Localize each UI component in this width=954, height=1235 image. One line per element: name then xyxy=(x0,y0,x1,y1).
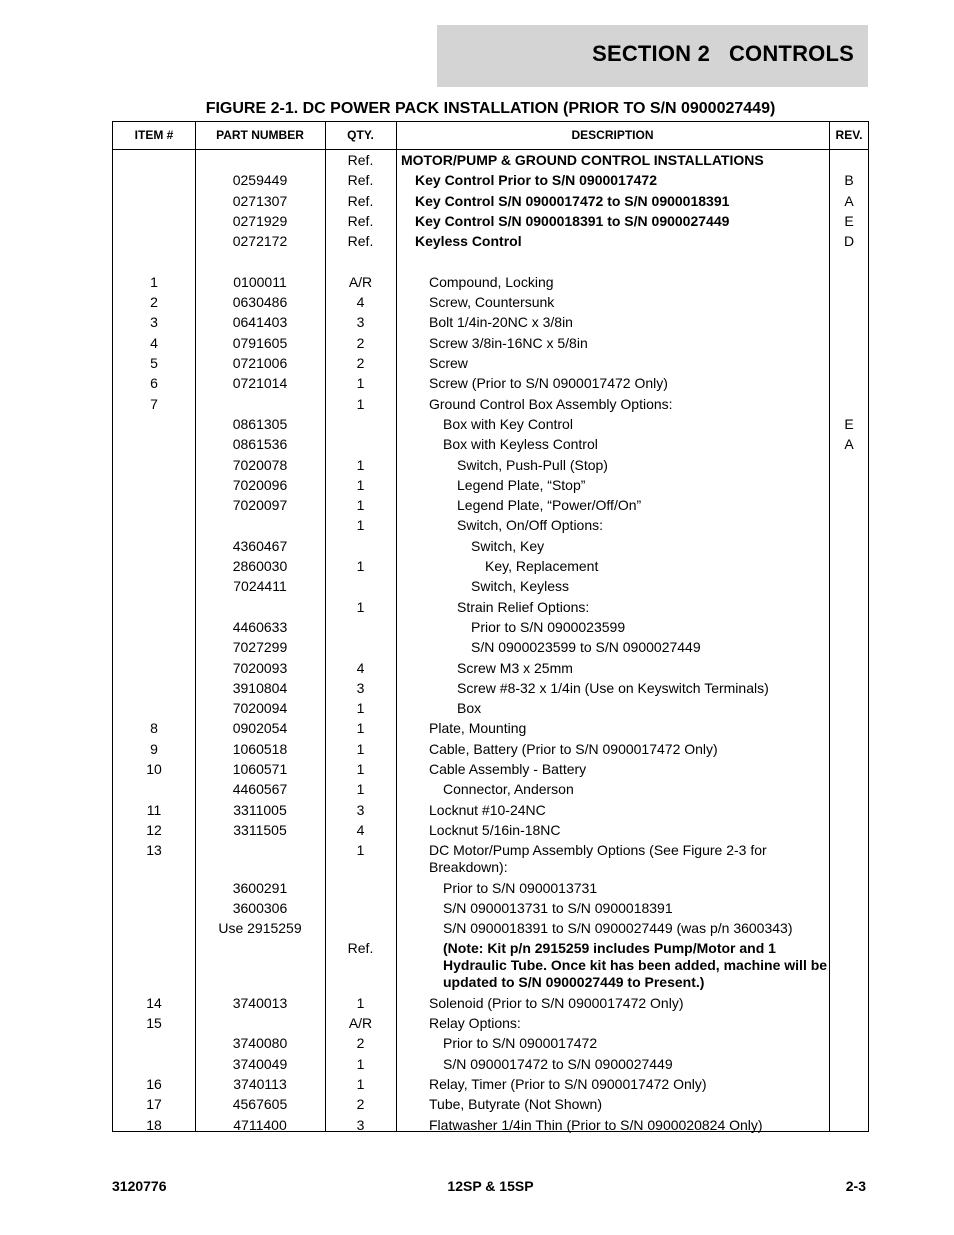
cell-desc: Prior to S/N 0900023599 xyxy=(471,618,626,635)
cell-qty: 2 xyxy=(356,1035,365,1052)
cell-part: 3600291 xyxy=(232,879,288,896)
cell-rev: E xyxy=(844,212,854,229)
column-header-description: DESCRIPTION xyxy=(571,128,654,142)
cell-desc: Key, Replacement xyxy=(485,558,599,574)
cell-part: 4360467 xyxy=(232,537,288,554)
cell-qty: 1 xyxy=(356,598,365,615)
cell-desc: Key Control S/N 0900018391 to S/N 0900027449 xyxy=(415,212,730,229)
cell-item: 8 xyxy=(150,720,158,737)
cell-qty: 3 xyxy=(356,801,365,818)
cell-qty: Ref. xyxy=(347,233,374,250)
cell-part: 0902054 xyxy=(232,720,288,737)
cell-qty: 3 xyxy=(356,1116,365,1133)
cell-item: 6 xyxy=(150,375,158,392)
cell-rev: E xyxy=(844,415,854,432)
cell-item: 11 xyxy=(146,801,162,818)
cell-qty: Ref. xyxy=(347,212,374,229)
cell-qty: 4 xyxy=(356,821,365,838)
column-header-item: ITEM # xyxy=(134,128,174,142)
cell-desc: S/N 0900023599 to S/N 0900027449 xyxy=(471,639,701,656)
cell-desc: Legend Plate, “Power/Off/On” xyxy=(457,497,642,514)
cell-qty: 1 xyxy=(356,395,365,412)
cell-item: 1 xyxy=(150,273,158,290)
cell-desc: S/N 0900018391 to S/N 0900027449 (was p/n 3600343) xyxy=(443,920,793,937)
cell-qty: Ref. xyxy=(347,172,374,189)
cell-qty: 3 xyxy=(356,679,365,696)
cell-desc: Cable Assembly - Battery xyxy=(429,761,587,777)
cell-item: 10 xyxy=(146,761,162,777)
cell-qty: 1 xyxy=(356,497,365,514)
cell-desc: (Note: Kit p/n 2915259 includes Pump/Motor and 1 Hydraulic Tube. Once kit has been added, machine will be updated to S/N 0900027449 to Present.) xyxy=(443,940,828,991)
cell-part: 3311005 xyxy=(233,801,287,818)
cell-item: 13 xyxy=(146,842,162,859)
cell-desc: Compound, Locking xyxy=(429,273,554,290)
cell-part: 7020097 xyxy=(232,497,288,514)
cell-item: 18 xyxy=(146,1116,162,1133)
cell-desc: Key Control S/N 0900017472 to S/N 0900018391 xyxy=(415,192,730,209)
cell-part: 0641403 xyxy=(232,314,288,331)
cell-rev: D xyxy=(843,233,855,250)
cell-part: 7020078 xyxy=(232,456,288,473)
cell-item: 16 xyxy=(146,1075,162,1092)
cell-desc: Screw xyxy=(429,355,468,371)
cell-desc: Relay, Timer (Prior to S/N 0900017472 Only) xyxy=(429,1075,707,1092)
cell-part: 0271307 xyxy=(232,192,288,209)
cell-desc: Ground Control Box Assembly Options: xyxy=(429,395,673,412)
cell-part: Use 2915259 xyxy=(218,920,302,937)
cell-qty: 1 xyxy=(356,456,365,473)
cell-part: 1060571 xyxy=(232,761,288,777)
cell-desc: Flatwasher 1/4in Thin (Prior to S/N 0900020824 Only) xyxy=(429,1116,763,1133)
cell-part: 0100011 xyxy=(233,273,287,290)
cell-part: 7020094 xyxy=(232,700,288,717)
cell-part: 0271929 xyxy=(232,212,288,229)
cell-part: 4460633 xyxy=(232,618,288,635)
cell-qty: 1 xyxy=(356,1055,365,1072)
cell-desc: Prior to S/N 0900013731 xyxy=(443,879,598,896)
cell-desc: Switch, Push-Pull (Stop) xyxy=(457,456,608,473)
cell-desc: Box with Keyless Control xyxy=(443,436,598,453)
cell-desc: S/N 0900013731 to S/N 0900018391 xyxy=(443,899,673,916)
cell-item: 14 xyxy=(146,994,162,1011)
cell-desc: Box xyxy=(457,700,482,717)
cell-qty: 1 xyxy=(356,781,365,798)
cell-part: 3910804 xyxy=(232,679,288,696)
cell-qty: A/R xyxy=(348,1015,373,1031)
cell-part: 3600306 xyxy=(232,899,288,916)
cell-desc: Prior to S/N 0900017472 xyxy=(443,1035,598,1052)
cell-item: 12 xyxy=(146,821,162,838)
cell-part: 0721014 xyxy=(232,375,288,392)
cell-part: 2860030 xyxy=(232,558,288,574)
cell-qty: 1 xyxy=(356,740,365,757)
cell-item: 7 xyxy=(150,395,158,412)
cell-desc: Plate, Mounting xyxy=(429,720,527,737)
cell-desc: DC Motor/Pump Assembly Options (See Figure 2-3 for Breakdown): xyxy=(429,842,767,876)
cell-qty: 4 xyxy=(356,294,365,311)
cell-desc: Locknut #10-24NC xyxy=(429,801,546,818)
cell-qty: 1 xyxy=(356,1075,365,1092)
cell-part: 0861305 xyxy=(232,415,288,432)
cell-qty: 1 xyxy=(356,761,365,777)
cell-item: 5 xyxy=(150,355,158,371)
cell-desc: Legend Plate, “Stop” xyxy=(457,476,586,493)
cell-desc: Strain Relief Options: xyxy=(457,598,590,615)
cell-qty: 4 xyxy=(356,659,365,676)
cell-part: 1060518 xyxy=(232,740,288,757)
cell-part: 0861536 xyxy=(232,436,288,453)
cell-desc: Screw, Countersunk xyxy=(429,294,555,311)
section-title: SECTION 2 CONTROLS xyxy=(592,41,854,66)
parts-table xyxy=(112,121,869,1132)
cell-qty: 1 xyxy=(356,517,365,534)
cell-part: 7027299 xyxy=(232,639,288,656)
cell-part: 3311505 xyxy=(233,821,287,838)
cell-qty: 2 xyxy=(356,334,365,351)
cell-rev: B xyxy=(844,172,854,189)
cell-part: 7024411 xyxy=(233,578,287,595)
cell-part: 4567605 xyxy=(232,1096,288,1113)
column-header-qty: QTY. xyxy=(347,128,374,142)
footer-doc-number: 3120776 xyxy=(112,1178,167,1194)
cell-qty: Ref. xyxy=(347,940,374,957)
cell-item: 3 xyxy=(150,314,158,331)
cell-desc: Relay Options: xyxy=(429,1015,521,1031)
cell-part: 0272172 xyxy=(232,233,288,250)
cell-part: 4711400 xyxy=(233,1116,287,1133)
cell-desc: Solenoid (Prior to S/N 0900017472 Only) xyxy=(429,994,684,1011)
column-header-rev: REV. xyxy=(835,128,863,142)
cell-desc: Switch, Keyless xyxy=(471,578,570,595)
cell-desc: Key Control Prior to S/N 0900017472 xyxy=(415,172,657,189)
column-header-part-number: PART NUMBER xyxy=(216,128,304,142)
cell-qty: Ref. xyxy=(347,152,374,168)
footer-page-number: 2-3 xyxy=(845,1178,866,1194)
cell-part: 3740013 xyxy=(232,994,288,1011)
cell-qty: 2 xyxy=(356,355,365,371)
cell-qty: 1 xyxy=(356,476,365,493)
cell-desc: Switch, On/Off Options: xyxy=(457,517,604,534)
cell-part: 0791605 xyxy=(232,334,288,351)
figure-title: FIGURE 2-1. DC POWER PACK INSTALLATION (PRIOR TO S/N 0900027449) xyxy=(205,100,776,117)
cell-item: 17 xyxy=(146,1096,162,1113)
cell-desc: Box with Key Control xyxy=(443,415,573,432)
cell-part: 7020093 xyxy=(232,659,288,676)
cell-part: 0259449 xyxy=(232,172,288,189)
cell-rev: A xyxy=(844,436,854,453)
cell-desc: S/N 0900017472 to S/N 0900027449 xyxy=(443,1055,673,1072)
cell-desc: Connector, Anderson xyxy=(443,781,574,798)
cell-part: 7020096 xyxy=(232,476,288,493)
cell-item: 4 xyxy=(150,334,158,351)
cell-qty: Ref. xyxy=(347,192,374,209)
cell-qty: 3 xyxy=(356,314,365,331)
cell-item: 15 xyxy=(146,1015,162,1031)
cell-desc: Bolt 1/4in-20NC x 3/8in xyxy=(429,314,573,331)
cell-qty: 2 xyxy=(356,1096,365,1113)
section-header-box xyxy=(437,25,868,87)
footer-model: 12SP & 15SP xyxy=(447,1178,534,1194)
cell-desc: Screw M3 x 25mm xyxy=(457,659,573,676)
cell-part: 4460567 xyxy=(232,781,288,798)
cell-part: 0721006 xyxy=(232,355,288,371)
cell-desc: Screw (Prior to S/N 0900017472 Only) xyxy=(429,375,668,392)
cell-part: 3740113 xyxy=(233,1075,287,1092)
cell-item: 2 xyxy=(150,294,158,311)
cell-desc: Tube, Butyrate (Not Shown) xyxy=(429,1096,603,1113)
cell-desc: MOTOR/PUMP & GROUND CONTROL INSTALLATIONS xyxy=(401,152,764,168)
cell-rev: A xyxy=(844,192,854,209)
cell-part: 3740049 xyxy=(232,1055,288,1072)
cell-qty: A/R xyxy=(348,273,373,290)
cell-part: 3740080 xyxy=(232,1035,288,1052)
cell-desc: Switch, Key xyxy=(471,537,545,554)
cell-desc: Keyless Control xyxy=(415,233,522,250)
cell-desc: Screw 3/8in-16NC x 5/8in xyxy=(429,334,588,351)
cell-item: 9 xyxy=(150,740,158,757)
cell-qty: 1 xyxy=(356,720,365,737)
cell-qty: 1 xyxy=(356,994,365,1011)
cell-desc: Screw #8-32 x 1/4in (Use on Keyswitch Terminals) xyxy=(457,679,769,696)
cell-qty: 1 xyxy=(356,375,365,392)
cell-qty: 1 xyxy=(356,842,365,859)
cell-qty: 1 xyxy=(356,700,365,717)
cell-desc: Cable, Battery (Prior to S/N 0900017472 Only) xyxy=(429,740,718,757)
cell-part: 0630486 xyxy=(232,294,288,311)
cell-qty: 1 xyxy=(356,558,365,574)
cell-desc: Locknut 5/16in-18NC xyxy=(429,821,561,838)
